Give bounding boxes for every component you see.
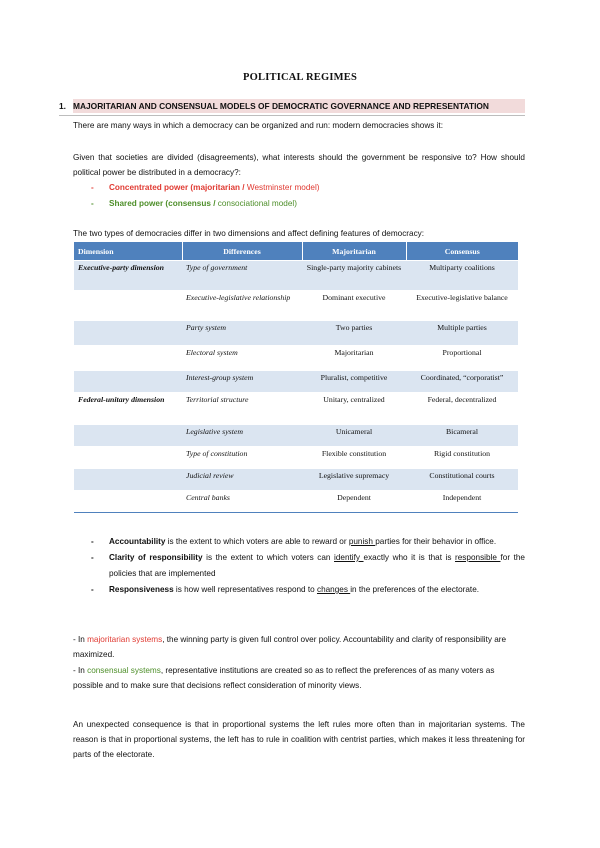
majoritarian-cell: Dependent: [302, 491, 406, 513]
definition-accountability: [91, 534, 525, 550]
column-header: Dimension: [74, 242, 182, 261]
dimension-cell: [74, 321, 182, 346]
dimension-cell: [74, 291, 182, 321]
paragraph-text: , representative institutions are created so as to reflect the preferences of as many voters as possible and to make sure that decisions reflect consideration of minority views.: [73, 666, 495, 690]
difference-cell: Party system: [182, 321, 302, 346]
definition-list: [91, 534, 525, 598]
consensus-cell: Proportional: [406, 346, 518, 371]
power-item-light: consociational model): [217, 199, 297, 208]
difference-cell: Central banks: [182, 491, 302, 513]
consensus-cell: Rigid constitution: [406, 447, 518, 469]
table-row: [74, 393, 518, 425]
section-heading: [59, 99, 525, 113]
table-row: [74, 346, 518, 371]
underlined-word: responsible: [455, 553, 501, 562]
difference-cell: Electoral system: [182, 346, 302, 371]
power-item-light: Westminster model): [246, 183, 320, 192]
table-row: [74, 469, 518, 491]
difference-cell: Type of constitution: [182, 447, 302, 469]
majoritarian-cell: Flexible constitution: [302, 447, 406, 469]
definition-text: in the preferences of the electorate.: [350, 585, 480, 594]
column-header: Differences: [182, 242, 302, 261]
difference-cell: Territorial structure: [182, 393, 302, 425]
section-heading-text: MAJORITARIAN AND CONSENSUAL MODELS OF DEMOCRATIC GOVERNANCE AND REPRESENTATION: [73, 101, 489, 111]
table-intro: The two types of democracies differ in two dimensions and affect defining features of democracy:: [73, 229, 425, 238]
power-list: [91, 180, 521, 212]
consensual-paragraph: [73, 663, 525, 693]
majoritarian-cell: Pluralist, competitive: [302, 371, 406, 393]
consensual-systems-term: consensual systems: [87, 666, 161, 675]
dimension-cell: [74, 447, 182, 469]
dash-marker: -: [91, 537, 94, 546]
difference-cell: Legislative system: [182, 425, 302, 447]
difference-cell: Interest-group system: [182, 371, 302, 393]
consensus-cell: Bicameral: [406, 425, 518, 447]
dash-marker: -: [91, 199, 94, 208]
intro-paragraph: There are many ways in which a democracy can be organized and run: modern democracies shows it:: [73, 121, 443, 130]
section-divider: [59, 115, 525, 116]
table-row: [74, 261, 518, 291]
majoritarian-systems-term: majoritarian systems: [87, 635, 163, 644]
table-row: [74, 371, 518, 393]
consensus-cell: Constitutional courts: [406, 469, 518, 491]
dimension-cell: [74, 491, 182, 513]
majoritarian-cell: Majoritarian: [302, 346, 406, 371]
column-header: Majoritarian: [302, 242, 406, 261]
dimension-cell: [74, 469, 182, 491]
power-item-concentrated: [91, 180, 521, 196]
table-header-row: [74, 242, 518, 261]
dash-marker: -: [91, 585, 94, 594]
underlined-word: identify: [334, 553, 364, 562]
majoritarian-paragraph: [73, 632, 525, 662]
underlined-word: changes: [316, 585, 351, 594]
difference-cell: Executive-legislative relationship: [182, 291, 302, 321]
majoritarian-cell: Two parties: [302, 321, 406, 346]
section-number: 1.: [59, 101, 66, 111]
question-paragraph: Given that societies are divided (disagreements), what interests should the government be responsive to? How should political power be distributed in a democracy?:: [73, 153, 525, 177]
table-row: [74, 447, 518, 469]
page-title: POLITICAL REGIMES: [243, 72, 357, 83]
power-item-bold: Shared power (consensus /: [109, 199, 218, 208]
comparison-table: [74, 242, 518, 513]
consensus-cell: Executive-legislative balance: [406, 291, 518, 321]
definition-text: is the extent to which voters are able to reward or: [165, 537, 349, 546]
column-header: Consensus: [406, 242, 518, 261]
paragraph-text: , the winning party is given full control over policy. Accountability and clarity of responsibility are maximized.: [73, 635, 507, 659]
dimension-cell: [74, 371, 182, 393]
definition-text: is the extent to which voters can: [202, 553, 335, 562]
power-item-bold: Concentrated power (majoritarian /: [109, 183, 247, 192]
dimension-cell: Executive-party dimension: [74, 261, 182, 291]
majoritarian-cell: Single-party majority cabinets: [302, 261, 406, 291]
table-row: [74, 491, 518, 513]
definition-term: Responsiveness: [109, 585, 174, 594]
definition-term: Accountability: [109, 537, 166, 546]
definition-text: for the policies that are implemented: [109, 553, 525, 578]
definition-clarity: [91, 550, 525, 582]
dash-marker: -: [91, 553, 94, 562]
table-row: [74, 291, 518, 321]
consensus-cell: Federal, decentralized: [406, 393, 518, 425]
dimension-cell: [74, 346, 182, 371]
underlined-word: punish: [348, 537, 376, 546]
definition-text: is how well representatives respond to: [173, 585, 317, 594]
dimension-cell: Federal-unitary dimension: [74, 393, 182, 425]
dash-marker: -: [91, 183, 94, 192]
conclusion-paragraph: An unexpected consequence is that in proportional systems the left rules more often than in majoritarian systems. The reason is that in proportional systems, the left has to rule in coalition with centrist parties, which makes it less threatening for parts of the electorate.: [73, 720, 525, 759]
table-row: [74, 321, 518, 346]
difference-cell: Judicial review: [182, 469, 302, 491]
majoritarian-cell: Unitary, centralized: [302, 393, 406, 425]
consensus-cell: Coordinated, “corporatist”: [406, 371, 518, 393]
paragraph-prefix: - In: [73, 635, 88, 644]
definition-text: exactly who it is that is: [363, 553, 456, 562]
majoritarian-cell: Legislative supremacy: [302, 469, 406, 491]
consensus-cell: Multiparty coalitions: [406, 261, 518, 291]
majoritarian-cell: Dominant executive: [302, 291, 406, 321]
dimension-cell: [74, 425, 182, 447]
definition-text: parties for their behavior in office.: [375, 537, 497, 546]
consensus-cell: Multiple parties: [406, 321, 518, 346]
majoritarian-cell: Unicameral: [302, 425, 406, 447]
definition-term: Clarity of responsibility: [109, 553, 203, 562]
paragraph-prefix: - In: [73, 666, 88, 675]
definition-responsiveness: [91, 582, 525, 598]
table-row: [74, 425, 518, 447]
consensus-cell: Independent: [406, 491, 518, 513]
difference-cell: Type of government: [182, 261, 302, 291]
power-item-shared: [91, 196, 521, 212]
